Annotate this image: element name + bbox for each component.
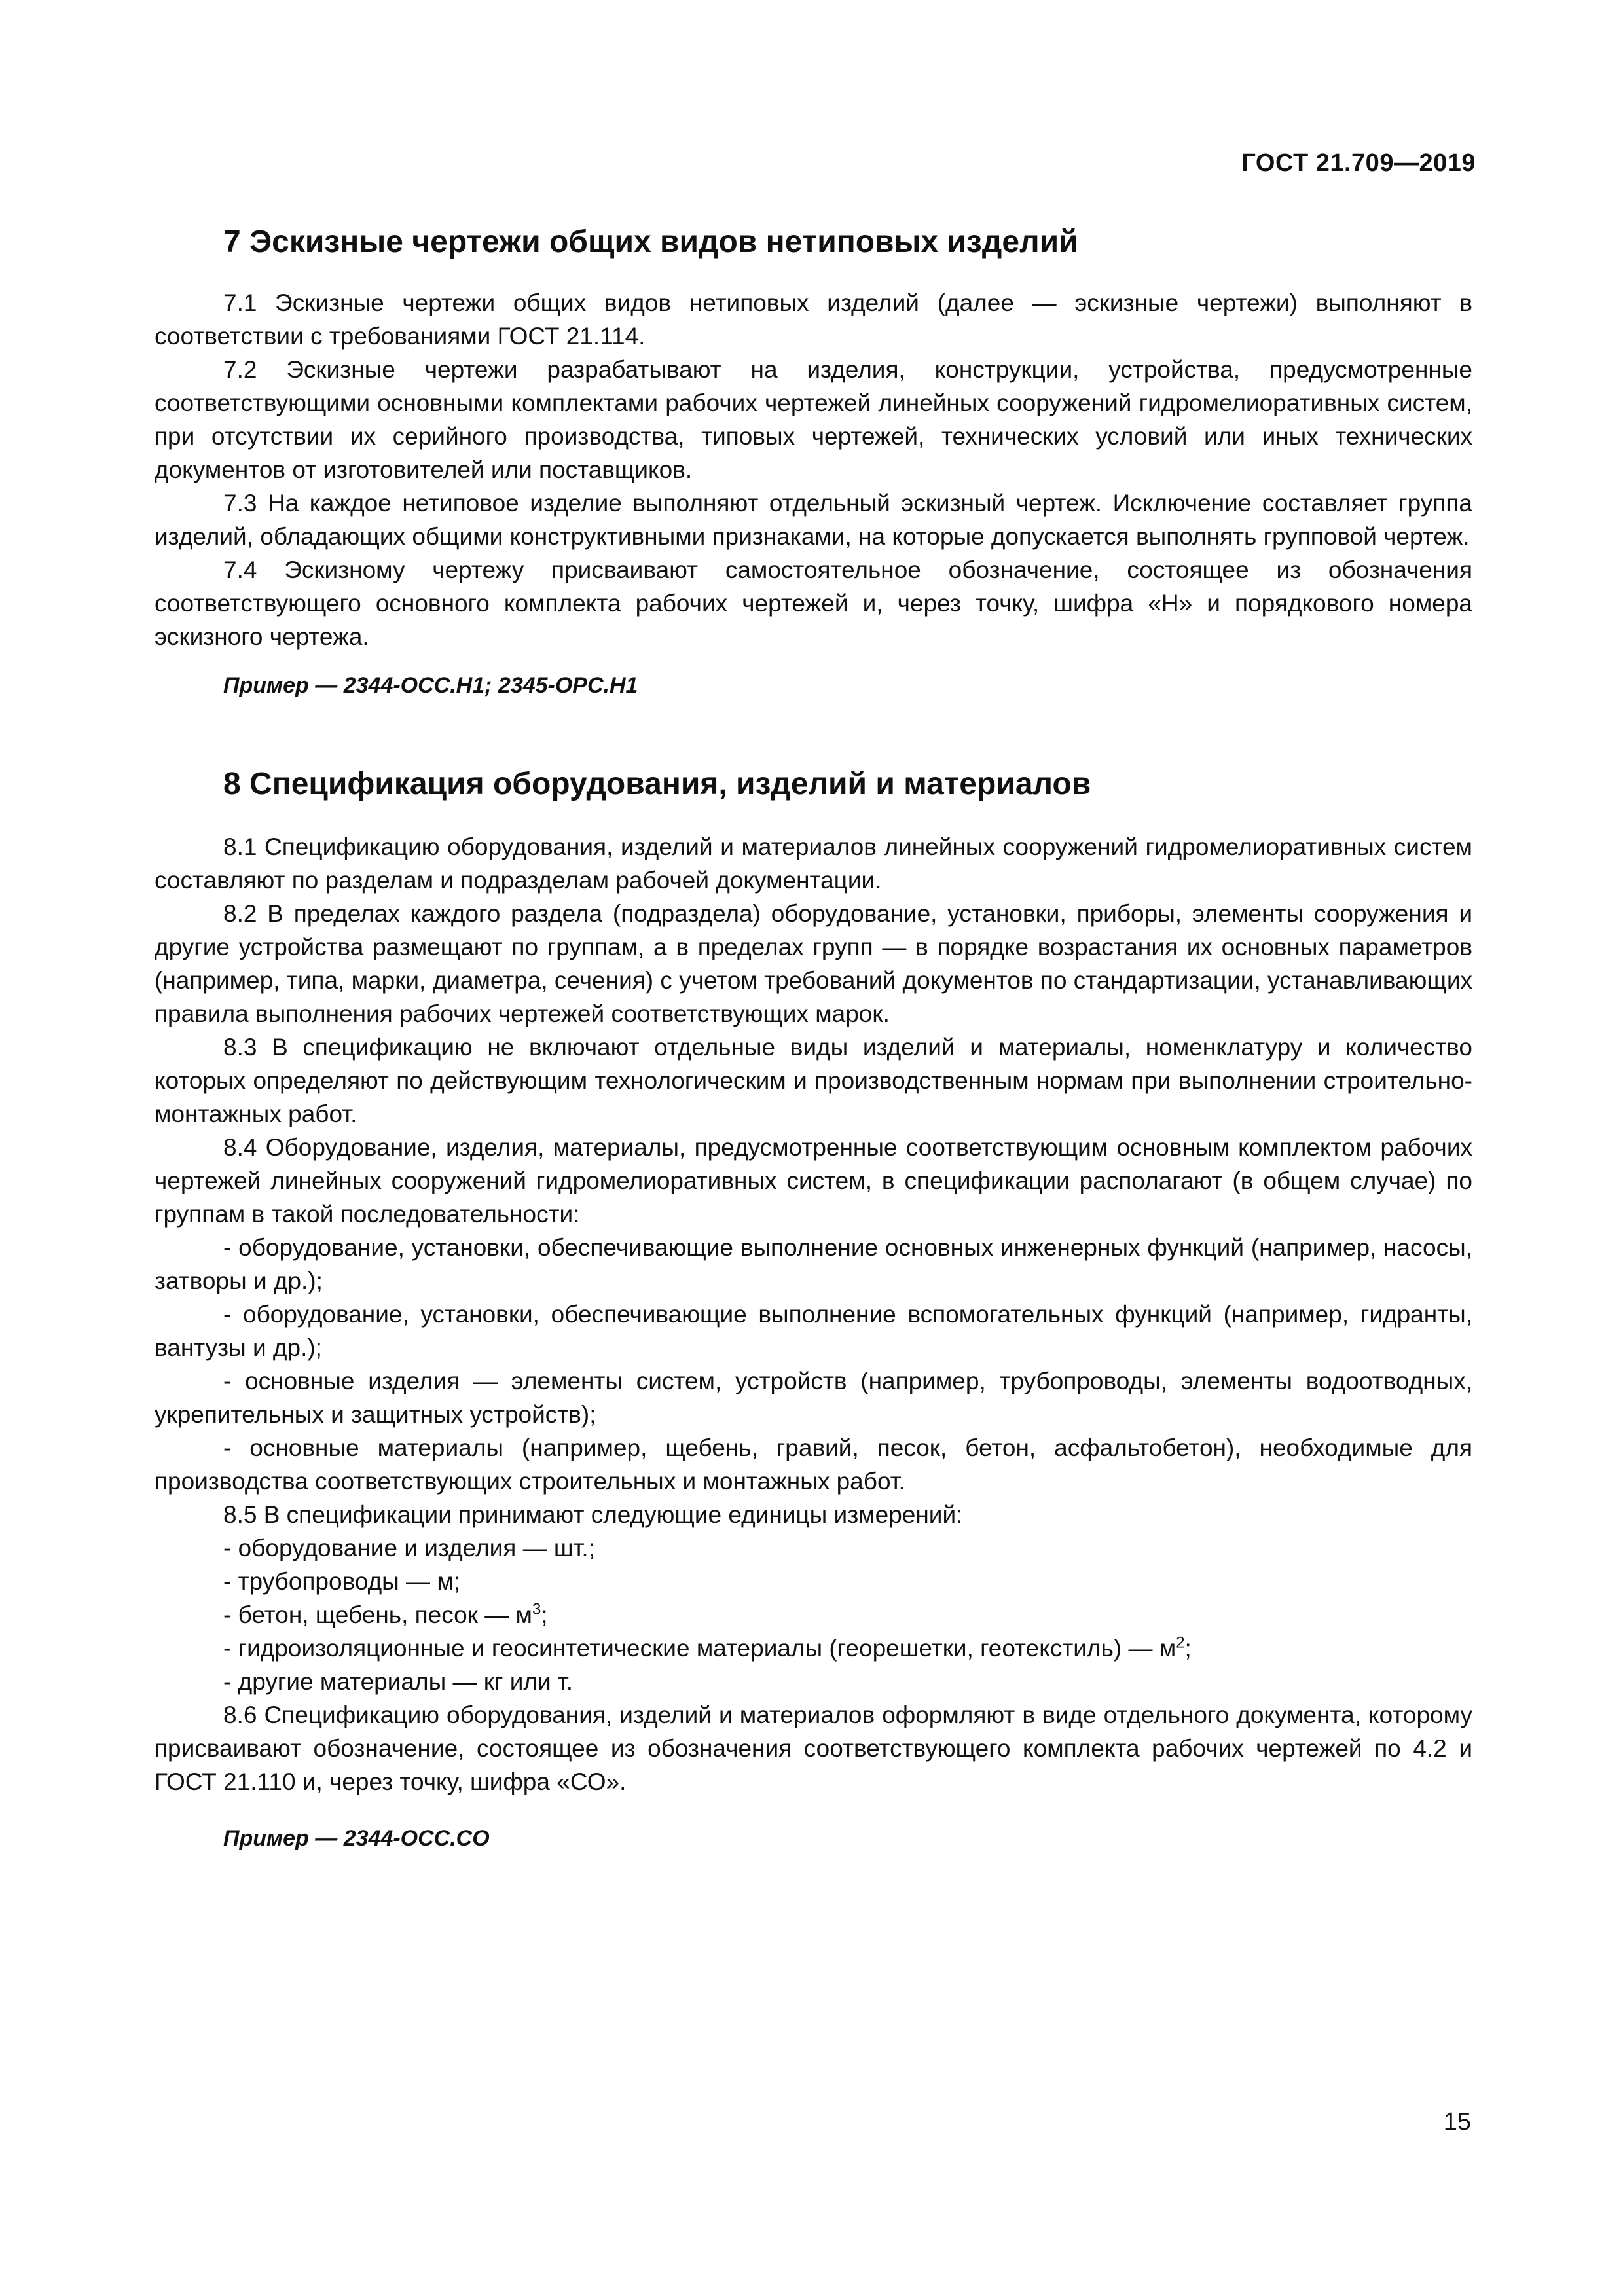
unit-superscript: 2 [1176, 1633, 1185, 1652]
example-8: Пример — 2344-ОСС.СО [223, 1826, 490, 1851]
unit-item [155, 1598, 1472, 1631]
list-item: - основные изделия — элементы систем, устройств (например, трубопроводы, элементы водоотводных, укрепительных и защитных устройств); [155, 1368, 1472, 1428]
paragraph-8-6: 8.6 Спецификацию оборудования, изделий и материалов оформляют в виде отдельного документа, которому присваивают обозначение, состоящее из обозначения соответствующего комплекта рабочих чертежей по 4.2 и ГОСТ 21.110 и, через точку, шифра «СО». [155, 1702, 1472, 1795]
unit-item: - трубопроводы — м; [223, 1568, 461, 1595]
list-item: - оборудование, установки, обеспечивающие выполнение вспомогательных функций (например, гидранты, вантузы и др.); [155, 1301, 1472, 1361]
paragraph-8-4: 8.4 Оборудование, изделия, материалы, предусмотренные соответствующим основным комплектом рабочих чертежей линейных сооружений гидромелиоративных систем, в спецификации располагают (в общем случае) по группам в такой последовательности: [155, 1134, 1472, 1228]
unit-superscript: 3 [532, 1600, 541, 1618]
unit-punctuation: ; [1184, 1635, 1192, 1662]
unit-item: - другие материалы — кг или т. [223, 1668, 574, 1695]
page-number: 15 [1443, 2108, 1471, 2136]
document-code: ГОСТ 21.709—2019 [1241, 149, 1476, 177]
unit-item [155, 1631, 1472, 1665]
example-7: Пример — 2344-ОСС.Н1; 2345-ОРС.Н1 [223, 673, 638, 698]
paragraph-7-3: 7.3 На каждое нетиповое изделие выполняют отдельный эскизный чертеж. Исключение составляет группа изделий, обладающих общими конструктивными признаками, на которые допускается выполнять групповой чертеж. [155, 490, 1472, 550]
page-content [155, 223, 1472, 1855]
paragraph-7-2: 7.2 Эскизные чертежи разрабатывают на изделия, конструкции, устройства, предусмотренные соответствующими основными комплектами рабочих чертежей линейных сооружений гидромелиоративных систем, при отсутствии их серийного производства, типовых чертежей, технических условий или иных технических документов от изготовителей или поставщиков. [155, 356, 1472, 483]
paragraph-8-2: 8.2 В пределах каждого раздела (подраздела) оборудование, установки, приборы, элементы сооружения и другие устройства размещают по группам, а в пределах групп — в порядке возрастания их основных параметров (например, типа, марки, диаметра, сечения) с учетом требований документов по стандартизации, устанавливающих правила выполнения рабочих чертежей соответствующих марок. [155, 900, 1472, 1027]
unit-text: - бетон, щебень, песок — м [223, 1601, 532, 1628]
paragraph-8-1: 8.1 Спецификацию оборудования, изделий и материалов линейных сооружений гидромелиоративных систем составляют по разделам и подразделам рабочей документации. [155, 833, 1472, 894]
unit-text: - гидроизоляционные и геосинтетические материалы (георешетки, геотекстиль) — м [223, 1635, 1176, 1662]
unit-punctuation: ; [541, 1601, 548, 1628]
section-7-title: 7 Эскизные чертежи общих видов нетиповых изделий [223, 225, 1078, 259]
unit-item: - оборудование и изделия — шт.; [223, 1535, 595, 1561]
section-8-title: 8 Спецификация оборудования, изделий и материалов [223, 767, 1091, 801]
paragraph-7-1: 7.1 Эскизные чертежи общих видов нетиповых изделий (далее — эскизные чертежи) выполняют в соответствии с требованиями ГОСТ 21.114. [155, 289, 1472, 350]
list-item: - оборудование, установки, обеспечивающие выполнение основных инженерных функций (например, насосы, затворы и др.); [155, 1234, 1472, 1294]
paragraph-8-5: 8.5 В спецификации принимают следующие единицы измерений: [223, 1501, 963, 1528]
paragraph-7-4: 7.4 Эскизному чертежу присваивают самостоятельное обозначение, состоящее из обозначения соответствующего основного комплекта рабочих чертежей и, через точку, шифра «Н» и порядкового номера эскизного чертежа. [155, 556, 1472, 650]
list-item: - основные материалы (например, щебень, гравий, песок, бетон, асфальтобетон), необходимые для производства соответствующих строительных и монтажных работ. [155, 1434, 1472, 1495]
paragraph-8-3: 8.3 В спецификацию не включают отдельные виды изделий и материалы, номенклатуру и количество которых определяют по действующим технологическим и производственным нормам при выполнении строительно-монтажных работ. [155, 1034, 1472, 1127]
